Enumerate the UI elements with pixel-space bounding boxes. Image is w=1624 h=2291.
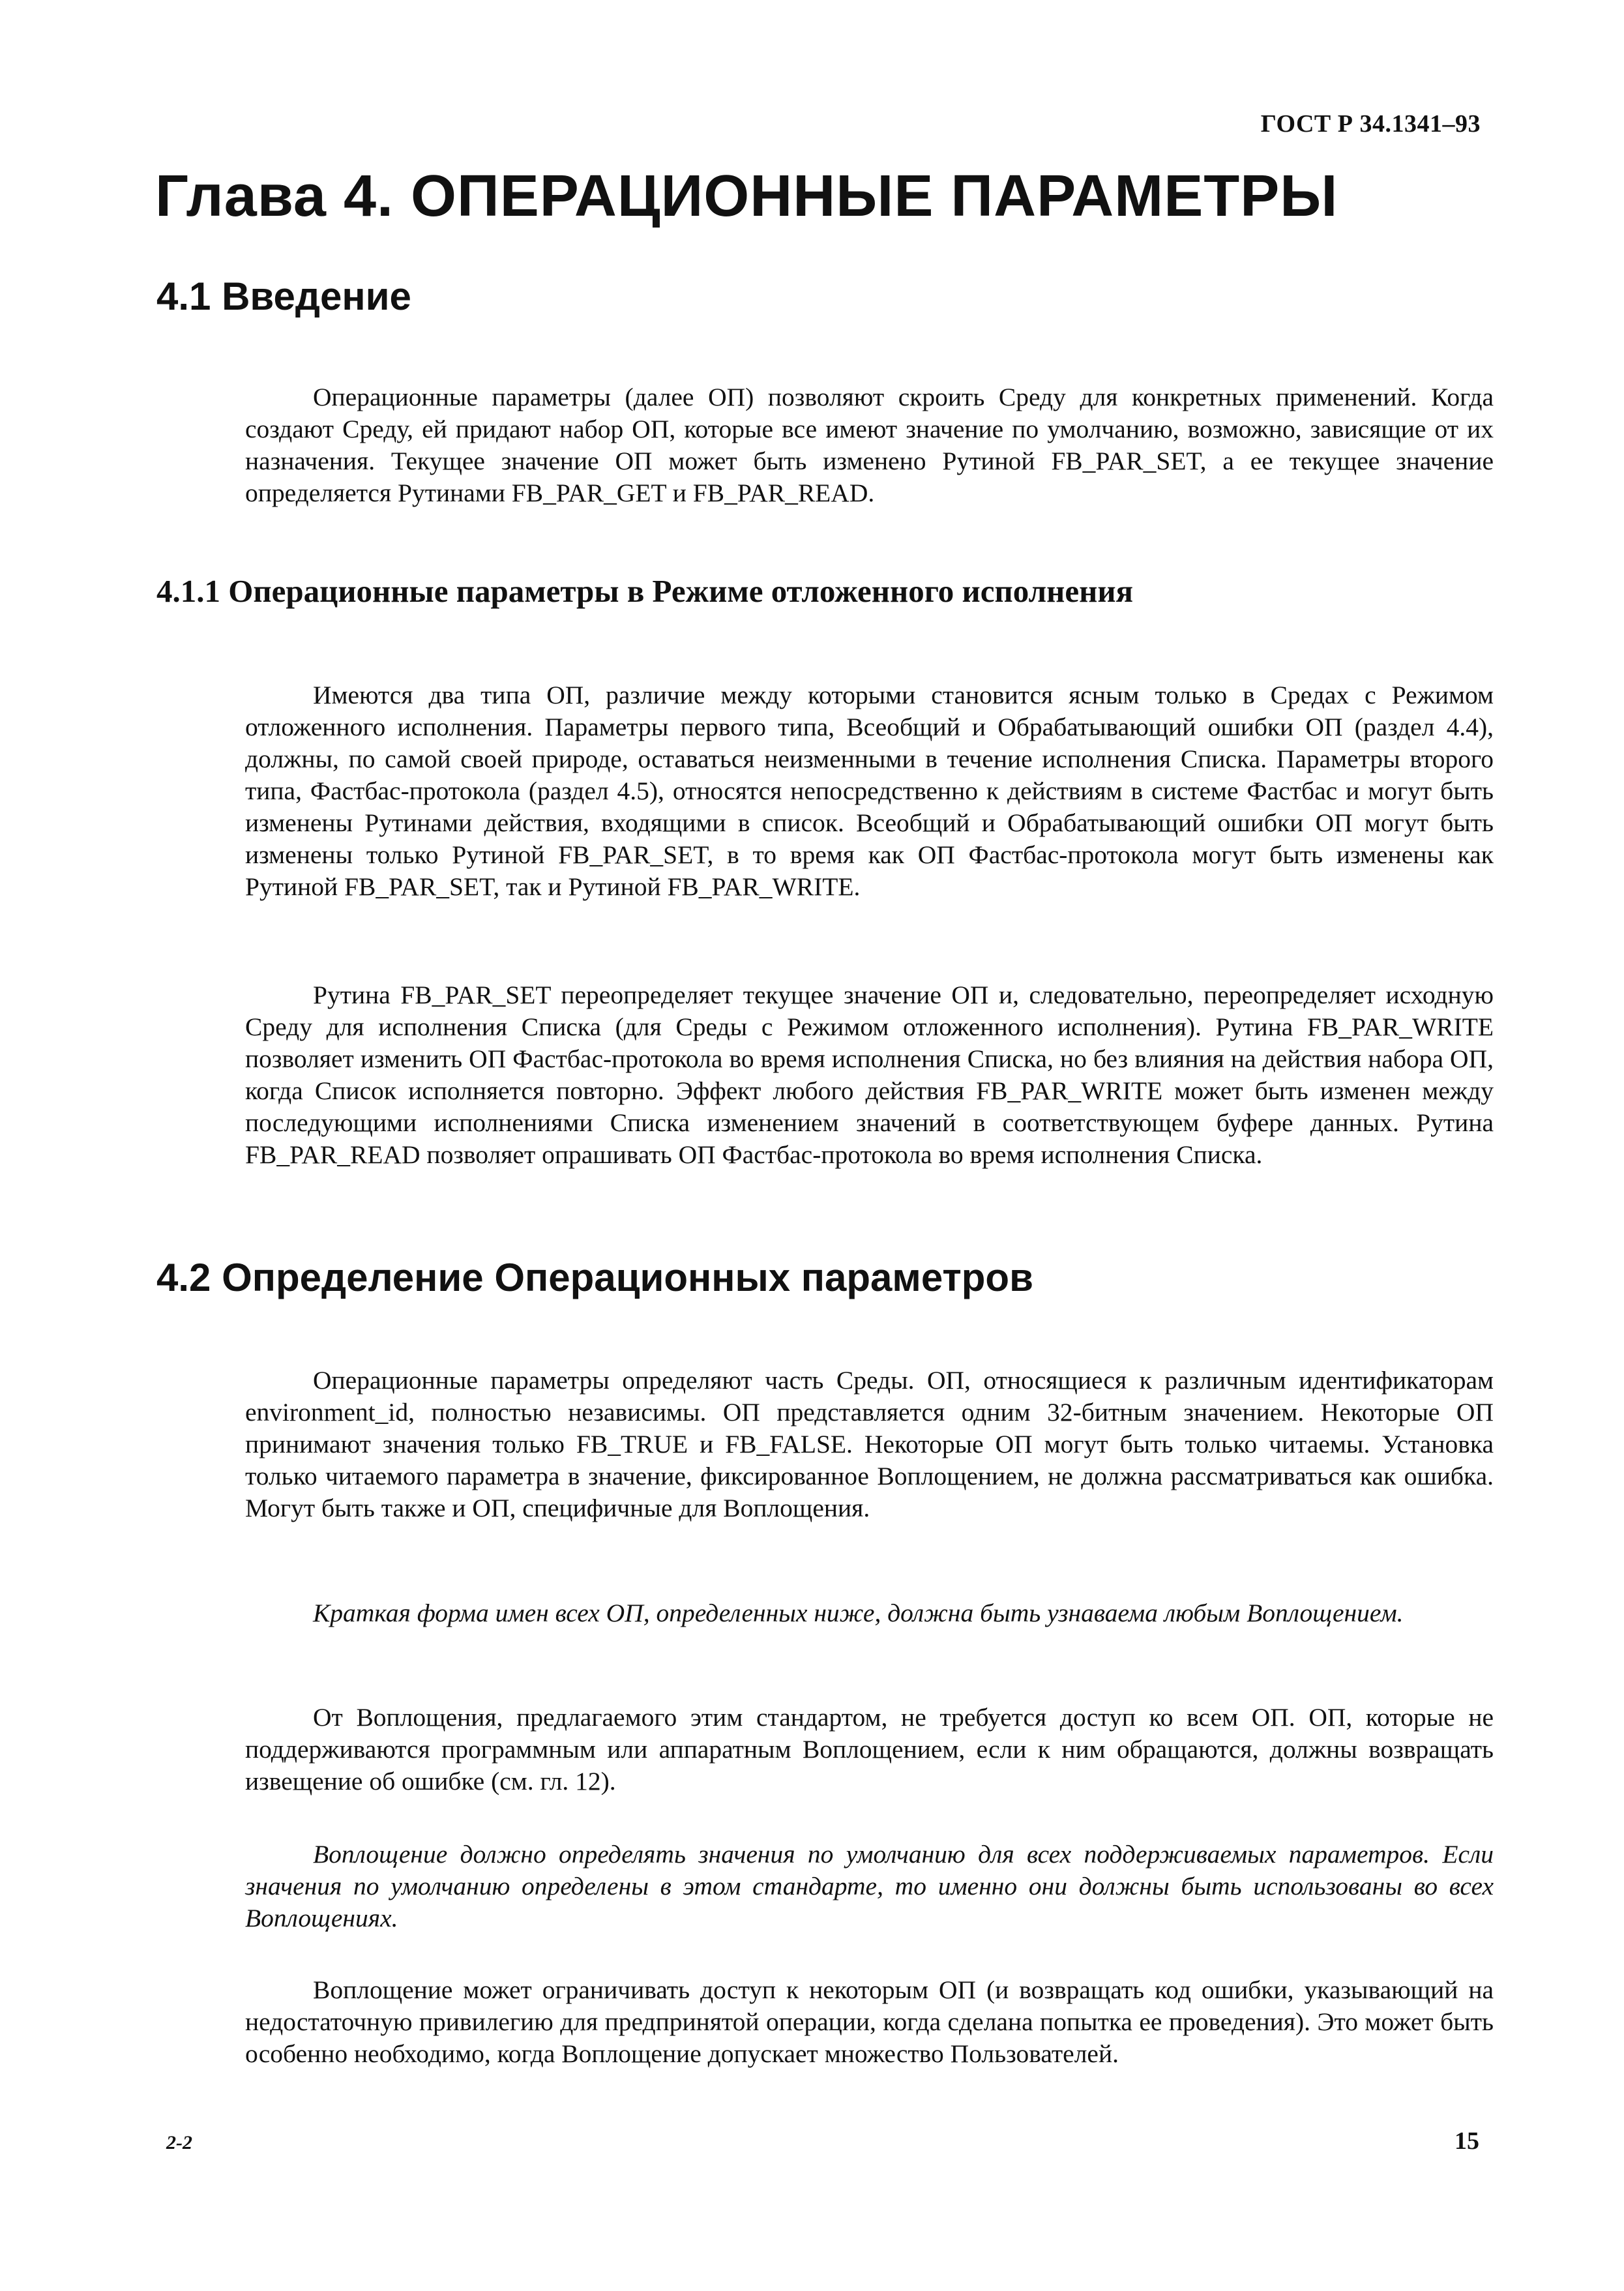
signature-mark: 2-2 — [166, 2132, 192, 2153]
paragraph-4-1-1-types: Имеются два типа ОП, различие между которыми становится ясным только в Средах с Режимом отложенного исполнения. Параметры первого типа, Всеобщий и Обрабатывающий ошибки ОП (раздел 4.4), должны, по самой своей природе, оставаться неизменными в течение исполнения Списка. Параметры второго типа, Фастбас-протокола (раздел 4.5), относятся непосредственно к действиям в системе Фастбас и могут быть изменены Рутинами действия, входящими в список. Всеобщий и Обрабатывающий ошибки ОП могут быть изменены только Рутиной FB_PAR_SET, в то время как ОП Фастбас-протокола могут быть изменены как Рутиной FB_PAR_SET, так и Рутиной FB_PAR_WRITE. — [245, 681, 1494, 901]
subsection-title-4-1-1: 4.1.1 Операционные параметры в Режиме отложенного исполнения — [156, 573, 1134, 609]
section-title-4-1: 4.1 Введение — [156, 274, 411, 318]
chapter-title: Глава 4. ОПЕРАЦИОННЫЕ ПАРАМЕТРЫ — [155, 164, 1338, 229]
paragraph-4-1-intro: Операционные параметры (далее ОП) позволяют скроить Среду для конкретных применений. Когда создают Среду, ей придают набор ОП, которые все имеют значение по умолчанию, возможно, зависящие от их назначения. Текущее значение ОП может быть изменено Рутиной FB_PAR_SET, а ее текущее значение определяется Рутинами FB_PAR_GET и FB_PAR_READ. — [245, 383, 1494, 507]
paragraph-4-1-1-routines: Рутина FB_PAR_SET переопределяет текущее значение ОП и, следовательно, переопределяет исходную Среду для исполнения Списка (для Среды с Режимом отложенного исполнения). Рутина FB_PAR_WRITE позволяет изменить ОП Фастбас-протокола во время исполнения Списка, но без влияния на действия набора ОП, когда Список исполняется повторно. Эффект любого действия FB_PAR_WRITE может быть изменен между последующими исполнениями Списка изменением значений в соответствующем буфере данных. Рутина FB_PAR_READ позволяет опрашивать ОП Фастбас-протокола во время исполнения Списка. — [245, 981, 1494, 1169]
paragraph-4-2-definition: Операционные параметры определяют часть Среды. ОП, относящиеся к различным идентификаторам environment_id, полностью независимы. ОП представляется одним 32-битным значением. Некоторые ОП принимают значения только FB_TRUE и FB_FALSE. Некоторые ОП могут быть только читаемы. Установка только читаемого параметра в значение, фиксированное Воплощением, не должна рассматриваться как ошибка. Могут быть также и ОП, специфичные для Воплощения. — [245, 1366, 1494, 1522]
paragraph-4-2-defaults: Воплощение должно определять значения по умолчанию для всех поддерживаемых параметров. Если значения по умолчанию определены в этом стандарте, то именно они должны быть использованы во всех Воплощениях. — [245, 1840, 1494, 1932]
paragraph-4-2-restrictions: Воплощение может ограничивать доступ к некоторым ОП (и возвращать код ошибки, указывающий на недостаточную привилегию для предпринятой операции, когда сделана попытка ее проведения). Это может быть особенно необходимо, когда Воплощение допускает множество Пользователей. — [245, 1975, 1494, 2068]
document-code-header: ГОСТ Р 34.1341–93 — [1260, 110, 1481, 138]
page-number: 15 — [1454, 2127, 1479, 2155]
paragraph-4-2-access: От Воплощения, предлагаемого этим стандартом, не требуется доступ ко всем ОП. ОП, которые не поддерживаются программным или аппаратным Воплощением, если к ним обращаются, должны возвращать извещение об ошибке (см. гл. 12). — [245, 1703, 1494, 1796]
section-title-4-2: 4.2 Определение Операционных параметров — [156, 1256, 1033, 1299]
paragraph-4-2-short-names: Краткая форма имен всех ОП, определенных ниже, должна быть узнаваема любым Воплощением. — [313, 1599, 1404, 1627]
